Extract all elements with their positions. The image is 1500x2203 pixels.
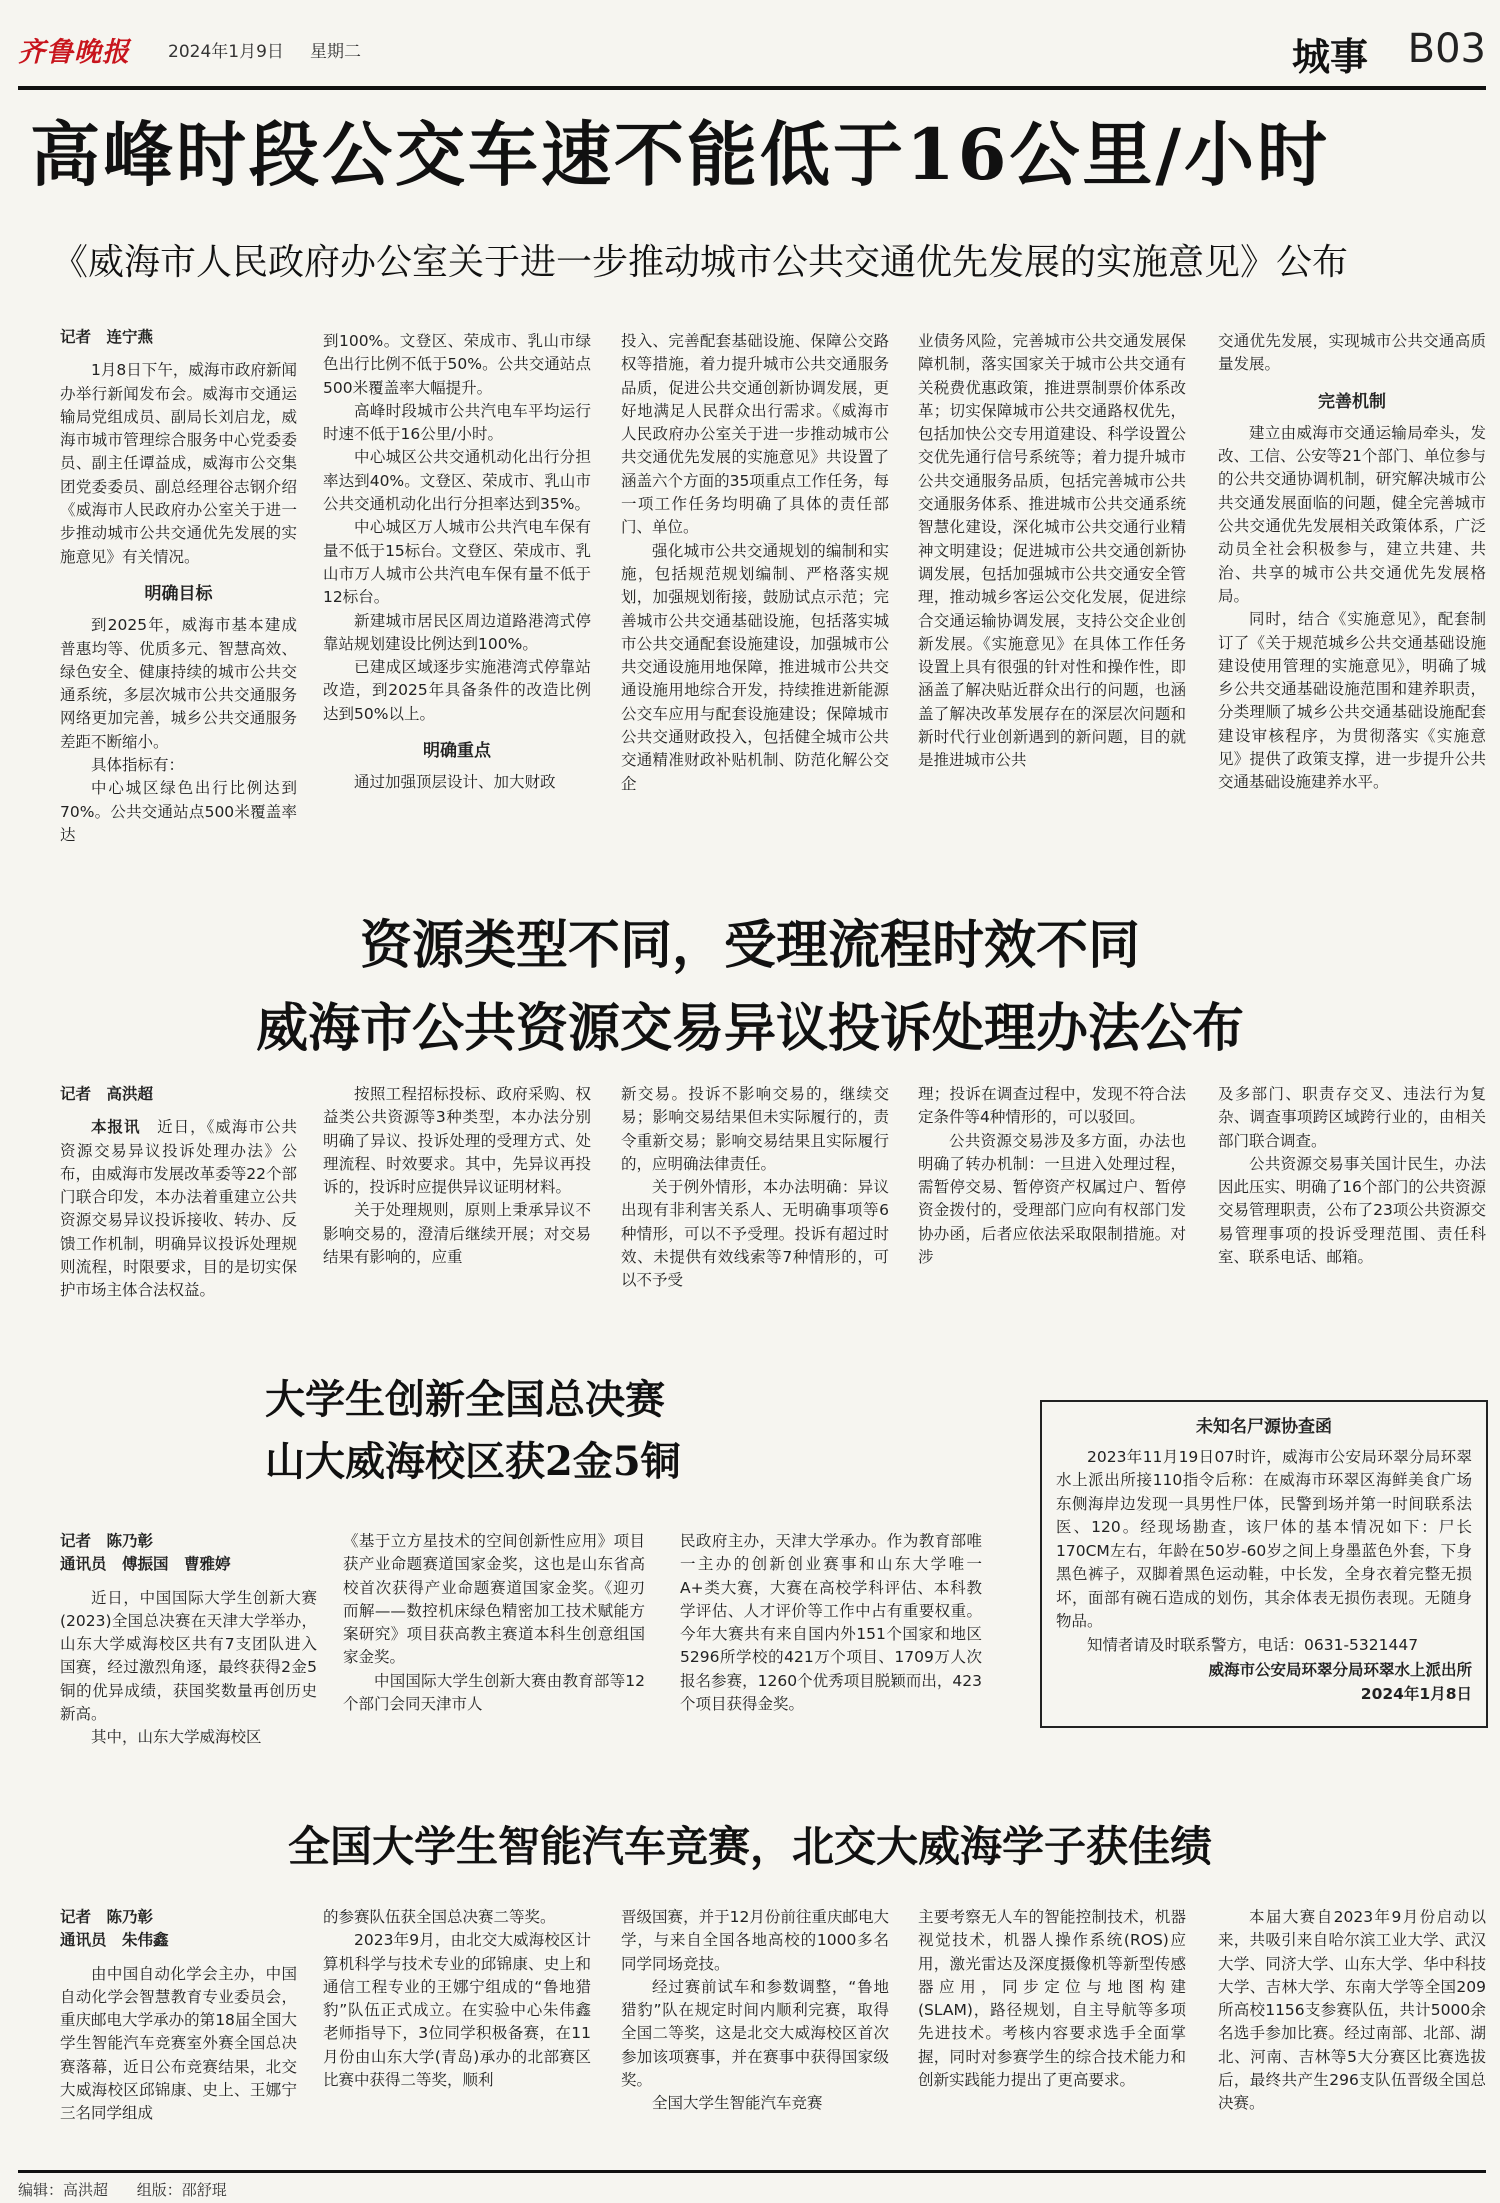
article-2-headline-line-1: 资源类型不同，受理流程时效不同 [359, 915, 1140, 976]
article-1-byline: 记者 连宁燕 [60, 328, 154, 346]
paragraph: 新建城市居民区周边道路港湾式停靠站规划建设比例达到100%。 [323, 611, 591, 653]
paragraph: 的参赛队伍获全国总决赛二等奖。 [323, 1908, 556, 1926]
paragraph: 及多部门、职责存交叉、违法行为复杂、调查事项跨区域跨行业的，由相关部门联合调查。 [1218, 1085, 1486, 1150]
paragraph: 业债务风险，完善城市公共交通发展保障机制，落实国家关于城市公共交通有关税费优惠政策，推进票制票价体系改革；切实保障城市公共交通路权优先，包括加快公交专用道建设、科学设置公交优先通行信号系统等；着力提升城市公共交通服务品质，包括完善城市公共交通服务体系、推进城市公共交通系统智慧化建设，深化城市公共交通行业精神文明建设；促进城市公共交通创新协调发展，包括加强城市公共交通安全管理，推动城乡客运公交化发展，促进综合交通运输协调发展，支持公交企业创新发展。《实施意见》在具体工作任务设置上具有很强的针对性和操作性，即涵盖了解决贴近群众出行的问题，也涵盖了解决改革发展存在的深层次问题和新时代行业创新遇到的新问题，目的就是推进城市公共 [918, 332, 1186, 770]
issue-weekday: 星期二 [310, 42, 361, 62]
paragraph: 近日，中国国际大学生创新大赛(2023)全国总决赛在天津大学举办，山东大学威海校区共有7支团队进入国赛，经过激烈角逐，最终获得2金5铜的优异成绩，获国奖数量再创历史新高。 [60, 1588, 317, 1724]
paragraph: 中心城区公共交通机动化出行分担率达到40%。文登区、荣成市、乳山市公共交通机动化出行分担率达到35%。 [323, 448, 591, 514]
designer-credit: 组版：邵舒琨 [136, 2181, 227, 2199]
paragraph: 由中国自动化学会主办，中国自动化学会智慧教育专业委员会，重庆邮电大学承办的第18届全国大学生智能汽车竞赛室外赛全国总决赛落幕，近日公布竞赛结果，北交大威海校区邱锦康、史上、王娜宁三名同学组成 [60, 1964, 297, 2123]
article-1-headline: 高峰时段公交车速不能低于16公里/小时 [30, 113, 1330, 196]
notice-contact: 知情者请及时联系警方，电话：0631-5321447 [1087, 1635, 1419, 1654]
paragraph: 通过加强顶层设计、加大财政 [354, 773, 556, 792]
article-3-byline-correspondent: 通讯员 傅振国 曹雅婷 [60, 1555, 231, 1574]
article-2-column-1 [60, 1083, 297, 1333]
paragraph: 主要考察无人车的智能控制技术，机器视觉技术，机器人操作系统(ROS)应用，激光雷达及深度摄像机等新型传感器应用，同步定位与地图构建(SLAM)，路径规划，自主导航等多项先进技术。考核内容要求选手全面掌握，同时对参赛学生的综合技术能力和创新实践能力提出了更高要求。 [918, 1908, 1186, 2090]
paragraph: 其中，山东大学威海校区 [91, 1728, 262, 1747]
article-2-headline-line-2: 威海市公共资源交易异议投诉处理办法公布 [255, 998, 1244, 1059]
paragraph: 经过赛前试车和参数调整，“鲁地猎豹”队在规定时间内顺利完赛，取得全国二等奖，这是北交大威海校区首次参加该项赛事，并在赛事中获得国家级奖。 [621, 1977, 889, 2090]
header-rule [18, 86, 1486, 90]
dateline: 本报讯 [91, 1118, 141, 1137]
paragraph: 到100%。文登区、荣成市、乳山市绿色出行比例不低于50%。公共交通站点500米覆盖率大幅提升。 [323, 332, 591, 397]
article-2-byline: 记者 高洪超 [60, 1085, 154, 1103]
article-4-column-1 [60, 1906, 297, 2160]
article-2-column-4 [918, 1083, 1186, 1333]
paragraph: 关于例外情形，本办法明确：异议出现有非利害关系人、无明确事项等6种情形，可以不予受理。投诉有超过时效、未提供有效线索等7种情形的，可以不予受 [621, 1178, 889, 1290]
article-4-headline: 全国大学生智能汽车竞赛，北交大威海学子获佳绩 [287, 1822, 1212, 1871]
notice-date: 2024年1月8日 [1360, 1684, 1472, 1703]
article-1-column-1 [60, 326, 297, 886]
article-3-headline-line-1: 大学生创新全国总决赛 [265, 1376, 665, 1423]
notice-title: 未知名尸源协查函 [1196, 1417, 1332, 1437]
page-footer [18, 2170, 1486, 2200]
paragraph: 高峰时段城市公共汽电车平均运行时速不低于16公里/小时。 [323, 401, 591, 444]
article-4-column-2 [323, 1906, 591, 2160]
paragraph: 理；投诉在调查过程中，发现不符合法定条件等4种情形的，可以驳回。 [918, 1085, 1186, 1127]
paragraph: 具体指标有： [91, 756, 185, 775]
article-4-column-3 [621, 1906, 889, 2160]
paragraph: 关于处理规则，原则上秉承异议不影响交易的，澄清后继续开展；对交易结果有影响的，应重 [323, 1201, 591, 1267]
article-4-byline-correspondent: 通讯员 朱伟鑫 [60, 1931, 169, 1950]
paragraph: 已建成区域逐步实施港湾式停靠站改造，到2025年具备条件的改造比例达到50%以上。 [323, 658, 591, 723]
subheading: 完善机制 [1318, 391, 1386, 412]
section-name: 城事 [1291, 34, 1368, 79]
article-2-column-5 [1218, 1083, 1486, 1333]
article-3-column-3 [680, 1530, 982, 1790]
paragraph: 中国国际大学生创新大赛由教育部等12个部门会同天津市人 [343, 1671, 645, 1714]
page-header [18, 0, 1486, 86]
paragraph: 建立由威海市交通运输局牵头，发改、工信、公安等21个部门、单位参与的公共交通协调机制，研究解决城市公共交通发展面临的问题，健全完善城市公共交通优先发展相关政策体系，广泛动员全社会积极参与，建立共建、共治、共享的城市公共交通优先发展格局。 [1218, 423, 1486, 605]
article-3-byline-reporter: 记者 陈乃彰 [60, 1532, 154, 1550]
paragraph-text: 近日，《威海市公共资源交易异议投诉处理办法》公布，由威海市发展改革委等22个部门联合印发，本办法着重建立公共资源交易异议投诉接收、转办、反馈工作机制，明确异议投诉处理规则流程，时限要求，目的是切实保护市场主体合法权益。 [60, 1118, 297, 1300]
article-2-column-2 [323, 1083, 591, 1333]
paragraph: 全国大学生智能汽车竞赛 [652, 2094, 823, 2113]
paragraph: 2023年9月，由北交大威海校区计算机科学与技术专业的邱锦康、史上和通信工程专业的王娜宁组成的“鲁地猎豹”队伍正式成立。在实验中心朱伟鑫老师指导下，3位同学积极备赛，在11月份由山东大学(青岛)承办的北部赛区比赛中获得二等奖，顺利 [323, 1931, 591, 2090]
article-3-column-1 [60, 1530, 317, 1790]
article-4-column-4 [918, 1906, 1186, 2160]
paragraph: 1月8日下午，威海市政府新闻办举行新闻发布会。威海市交通运输局党组成员、副局长刘启龙，威海市城市管理综合服务中心党委委员、副主任谭益成，威海市公交集团党委委员、副总经理谷志钢介绍《威海市人民政府办公室关于进一步推动城市公共交通优先发展的实施意见》有关情况。 [60, 361, 297, 566]
paragraph: 同时，结合《实施意见》，配套制订了《关于规范城乡公共交通基础设施建设使用管理的实施意见》，明确了城乡公共交通基础设施范围和建养职责，分类理顺了城乡公共交通基础设施配套建设审核程序，为贯彻落实《实施意见》提供了政策支撑，进一步提升公共交通基础设施建养水平。 [1218, 610, 1486, 792]
paragraph: 强化城市公共交通规划的编制和实施，包括规范规划编制、严格落实规划，加强规划衔接，鼓励试点示范；完善城市公共交通基础设施，包括落实城市公共交通配套设施建设，加强城市公共交通设施用地保障，推进城市公共交通设施用地综合开发，持续推进新能源公交车应用与配套设施建设；保障城市公共交通财政投入，包括健全城市公共交通精准财政补贴机制、防范化解公交企 [621, 541, 889, 793]
paragraph: 公共资源交易事关国计民生，办法因此压实、明确了16个部门的公共资源交易管理职责，公布了23项公共资源交易管理事项的投诉受理范围、责任科室、联系电话、邮箱。 [1218, 1154, 1486, 1267]
article-1-column-4 [918, 330, 1186, 886]
article-4-column-5 [1218, 1906, 1486, 2160]
newspaper-logo: 齐鲁晚报 [18, 37, 130, 68]
article-3-column-2 [343, 1530, 645, 1790]
article-1-column-2 [323, 330, 591, 886]
article-4-byline-reporter: 记者 陈乃彰 [60, 1908, 154, 1926]
missing-body-notice-box [1040, 1400, 1488, 1728]
paragraph: 公共资源交易涉及多方面，办法也明确了转办机制：一旦进入处理过程，需暂停交易、暂停资产权属过户、暂停资金拨付的，受理部门应向有权部门发协办函，后者应依法采取限制措施。对涉 [918, 1131, 1186, 1267]
paragraph: 中心城区万人城市公共汽电车保有量不低于15标台。文登区、荣成市、乳山市万人城市公共汽电车保有量不低于12标台。 [323, 518, 591, 607]
paragraph: 到2025年，威海市基本建成普惠均等、优质多元、智慧高效、绿色安全、健康持续的城市公共交通系统，多层次城市公共交通服务网络更加完善，城乡公共交通服务差距不断缩小。 [60, 616, 297, 751]
issue-date: 2024年1月9日 [168, 42, 284, 62]
notice-signature: 威海市公安局环翠分局环翠水上派出所 [1208, 1661, 1472, 1679]
article-1-subheadline: 《威海市人民政府办公室关于进一步推动城市公共交通优先发展的实施意见》公布 [52, 242, 1349, 283]
paragraph: 民政府主办，天津大学承办。作为教育部唯一主办的创新创业赛事和山东大学唯一A+类大赛，大赛在高校学科评估、本科教学评估、人才评价等工作中占有重要权重。今年大赛共有来自国内外151个国家和地区5296所学校的421万个项目、1709万人次报名参赛，1260个优秀项目脱颖而出，423个项目获得金奖。 [680, 1532, 982, 1714]
paragraph: 投入、完善配套基础设施、保障公交路权等措施，着力提升城市公共交通服务品质，促进公共交通创新协调发展，更好地满足人民群众出行需求。《威海市人民政府办公室关于进一步推动城市公共交通优先发展的实施意见》共设置了涵盖六个方面的35项重点工作任务，每一项工作任务均明确了具体的责任部门、单位。 [621, 332, 889, 537]
article-3-headline-line-2: 山大威海校区获2金5铜 [265, 1438, 681, 1485]
article-2-column-3 [621, 1083, 889, 1333]
paragraph: 晋级国赛，并于12月份前往重庆邮电大学，与来自全国各地高校的1000多名同学同场竞技。 [621, 1908, 889, 1973]
subheading: 明确目标 [144, 583, 213, 604]
paragraph: 中心城区绿色出行比例达到70%。公共交通站点500米覆盖率达 [60, 779, 297, 844]
paragraph [60, 1116, 297, 1302]
paragraph: 交通优先发展，实现城市公共交通高质量发展。 [1218, 332, 1486, 374]
article-1-column-3 [621, 330, 889, 886]
paragraph: 本届大赛自2023年9月份启动以来，共吸引来自哈尔滨工业大学、武汉大学、同济大学、山东大学、华中科技大学、吉林大学、东南大学等全国209所高校1156支参赛队伍，共计5000余名选手参加比赛。经过南部、北部、湖北、河南、吉林等5大分赛区比赛选拔后，最终共产生296支队伍晋级全国总决赛。 [1218, 1908, 1486, 2113]
paragraph: 《基于立方星技术的空间创新性应用》项目获产业命题赛道国家金奖，这也是山东省高校首次获得产业命题赛道国家金奖。《迎刃而解——数控机床绿色精密加工技术赋能方案研究》项目获高教主赛道本科生创意组国家金奖。 [343, 1532, 645, 1667]
subheading: 明确重点 [423, 741, 491, 762]
paragraph: 新交易。投诉不影响交易的，继续交易；影响交易结果但未实际履行的，责令重新交易；影响交易结果且实际履行的，应明确法律责任。 [621, 1085, 889, 1173]
editor-credit: 编辑：高洪超 [18, 2181, 109, 2199]
notice-paragraph: 2023年11月19日07时许，威海市公安局环翠分局环翠水上派出所接110指令后称：在威海市环翠区海鲜美食广场东侧海岸边发现一具男性尸体，民警到场并第一时间联系法医、120。经现场勘查，该尸体的基本情况如下：尸长170CM左右，年龄在50岁-60岁之间上身墨蓝色外套，下身黑色裤子，双脚着黑色运动鞋，中长发，全身衣着完整无损坏，面部有碗石造成的划伤，其余体表无损伤表现。无随身物品。 [1056, 1447, 1472, 1630]
page-number: B03 [1407, 26, 1486, 72]
article-1-column-5 [1218, 330, 1486, 886]
paragraph: 按照工程招标投标、政府采购、权益类公共资源等3种类型，本办法分别明确了异议、投诉处理的受理方式、处理流程、时效要求。其中，先异议再投诉的，投诉时应提供异议证明材料。 [323, 1085, 591, 1197]
